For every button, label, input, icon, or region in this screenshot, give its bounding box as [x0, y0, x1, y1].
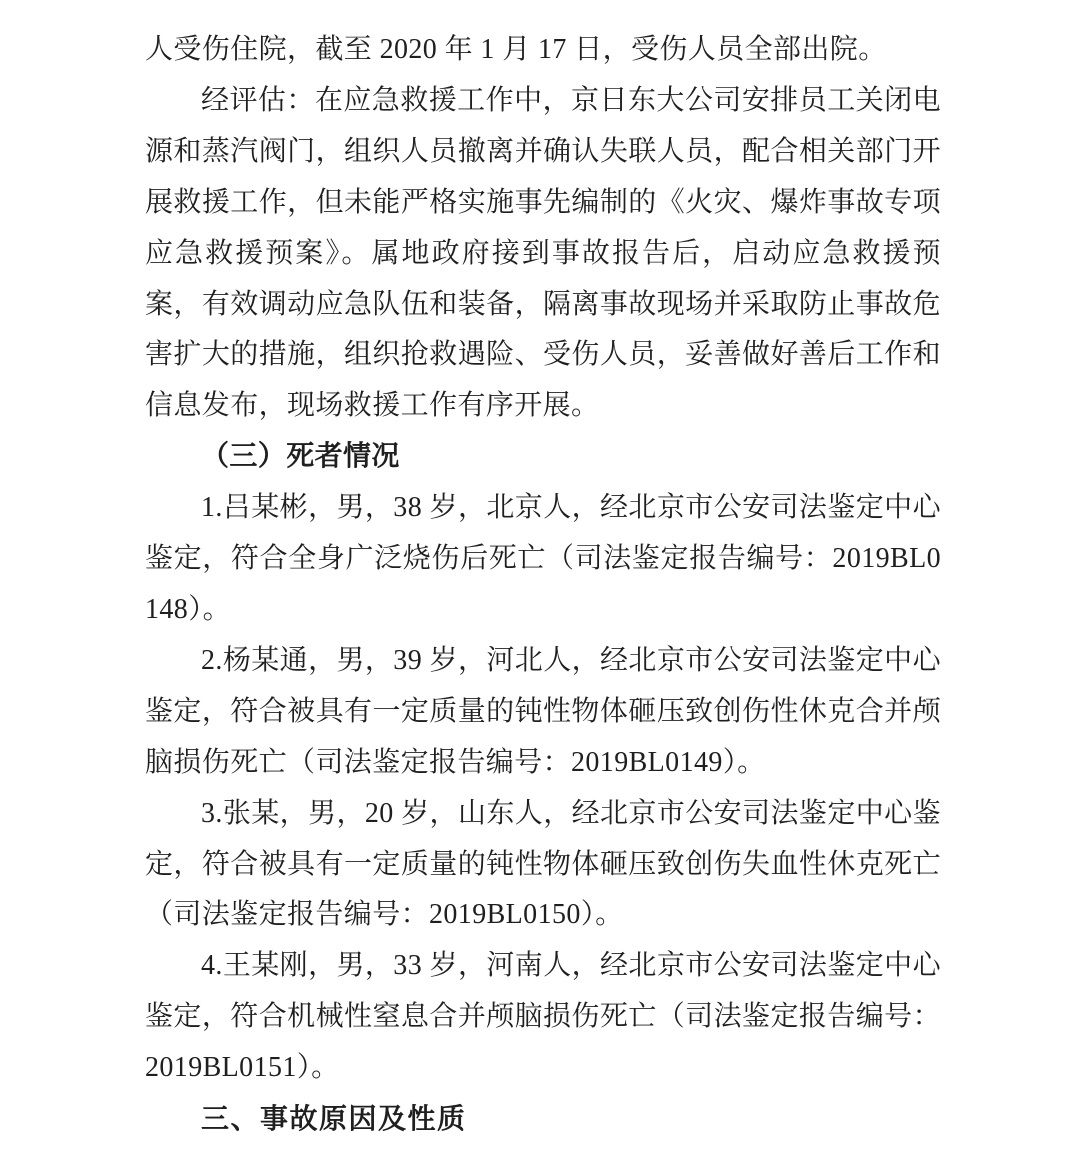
paragraph-injured-discharge: 人受伤住院，截至 2020 年 1 月 17 日，受伤人员全部出院。	[145, 34, 887, 65]
heading-accident-cause: 三、事故原因及性质	[201, 1103, 467, 1135]
paragraph-deceased-4: 4.王某刚，男，33 岁，河南人，经北京市公安司法鉴定中心鉴定，符合机械性窒息合并颅脑损伤死亡（司法鉴定报告编号：2019BL0151）。	[145, 950, 941, 1084]
paragraph-rescue-assessment: 经评估：在应急救援工作中，京日东大公司安排员工关闭电源和蒸汽阀门，组织人员撤离并确认失联人员，配合相关部门开展救援工作，但未能严格实施事先编制的《火灾、爆炸事故专项应急救援预案》。属地政府接到事故报告后，启动应急救援预案，有效调动应急队伍和装备，隔离事故现场并采取防止事故危害扩大的措施，组织抢救遇险、受伤人员，妥善做好善后工作和信息发布，现场救援工作有序开展。	[145, 84, 941, 422]
paragraph-deceased-2: 2.杨某通，男，39 岁，河北人，经北京市公安司法鉴定中心鉴定，符合被具有一定质量的钝性物体砸压致创伤性休克合并颅脑损伤死亡（司法鉴定报告编号：2019BL0149）。	[145, 644, 941, 778]
document-body	[145, 0, 941, 1145]
paragraph-deceased-3: 3.张某，男，20 岁，山东人，经北京市公安司法鉴定中心鉴定，符合被具有一定质量的钝性物体砸压致创伤失血性休克死亡（司法鉴定报告编号：2019BL0150）。	[145, 797, 941, 931]
paragraph-deceased-1: 1.吕某彬，男，38 岁，北京人，经北京市公安司法鉴定中心鉴定，符合全身广泛烧伤后死亡（司法鉴定报告编号：2019BL0148）。	[145, 492, 941, 625]
heading-deceased-situation: （三）死者情况	[201, 441, 400, 473]
